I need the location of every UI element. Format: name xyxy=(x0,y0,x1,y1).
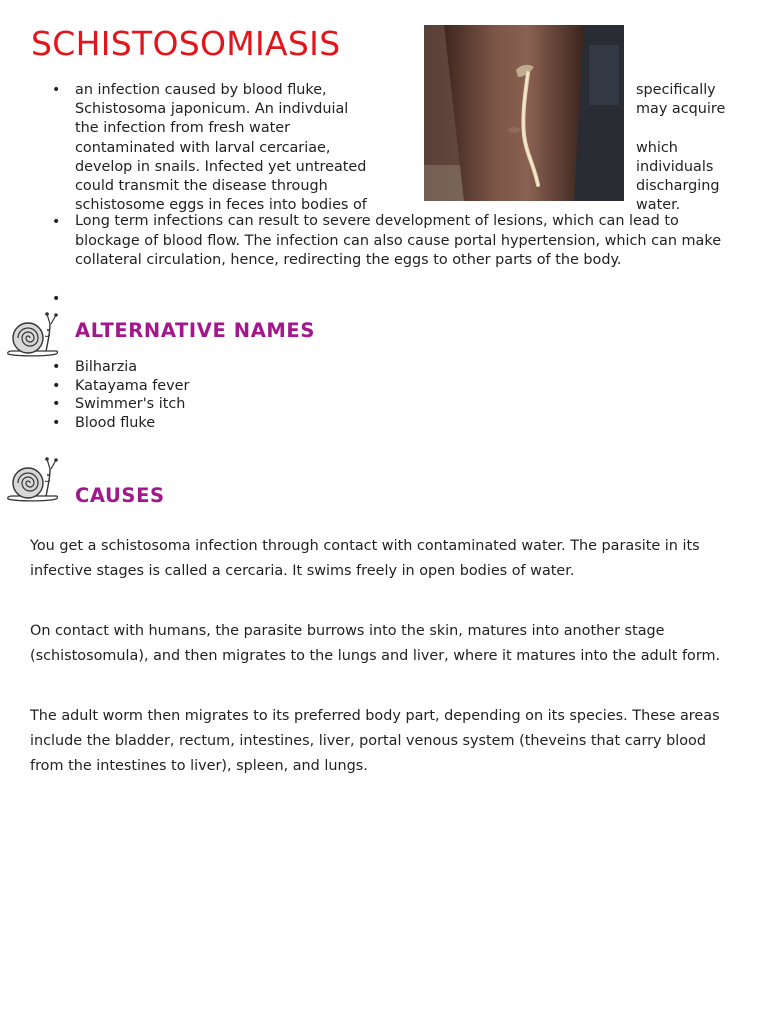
page-title: SCHISTOSOMIASIS xyxy=(31,24,341,63)
causes-paragraph: The adult worm then migrates to its preferred body part, depending on its species. These areas include the bladder, rectum, intestines, liver, portal venous system (theveins that carry blood from the intestines to liver), spleen, and lungs. xyxy=(30,708,720,775)
text-line: an infection caused by blood fluke, xyxy=(75,82,327,98)
bullet-marker xyxy=(52,358,61,377)
text-line: individuals xyxy=(636,158,714,175)
causes-paragraph: On contact with humans, the parasite burrows into the skin, matures into another stage (schistosomula), and then migrates to the lungs and liver, where it matures into the adult form. xyxy=(30,623,721,665)
bullet-marker xyxy=(52,395,61,414)
text-line: Schistosoma japonicum. An indivduial xyxy=(75,101,349,118)
intro-bullet-1-right xyxy=(636,81,761,215)
text-line: discharging xyxy=(636,177,720,194)
text-line: schistosome eggs in feces into bodies of xyxy=(75,197,367,214)
text-line: specifically xyxy=(636,82,716,98)
bullet-marker xyxy=(52,414,61,433)
text-line: which xyxy=(636,139,678,156)
text-line: may acquire xyxy=(636,101,726,118)
snail-icon xyxy=(4,310,62,362)
bullet-marker xyxy=(52,377,61,396)
list-item-text: Blood fluke xyxy=(75,414,156,431)
intro-bullet-1-left xyxy=(75,81,420,215)
text-line: water. xyxy=(636,197,681,214)
snail-icon xyxy=(4,455,62,507)
leg-lesion-photo xyxy=(424,25,624,201)
text-line: could transmit the disease through xyxy=(75,177,328,194)
text-line: the infection from fresh water xyxy=(75,120,291,137)
text-line: develop in snails. Infected yet untreated xyxy=(75,158,367,175)
causes-paragraph: You get a schistosoma infection through contact with contaminated water. The parasite in its infective stages is called a cercaria. It swims freely in open bodies of water. xyxy=(30,538,700,580)
bullet-marker-empty xyxy=(52,290,62,309)
section-heading-alternative-names: ALTERNATIVE NAMES xyxy=(75,319,315,342)
bullet-marker xyxy=(52,81,62,100)
text-line xyxy=(636,119,761,138)
list-item-text: Swimmer's itch xyxy=(75,396,186,412)
list-item-text: Katayama fever xyxy=(75,377,190,394)
bullet-marker xyxy=(52,213,62,232)
text-line: contaminated with larval cercariae, xyxy=(75,139,331,156)
list-item-text: Bilharzia xyxy=(75,359,138,375)
section-heading-causes: CAUSES xyxy=(75,484,165,507)
intro-bullet-2: Long term infections can result to severe development of lesions, which can lead to blockage of blood flow. The infection can also cause portal hypertension, which can make collateral circulation, hence, redirecting the eggs to other parts of the body. xyxy=(75,213,722,268)
